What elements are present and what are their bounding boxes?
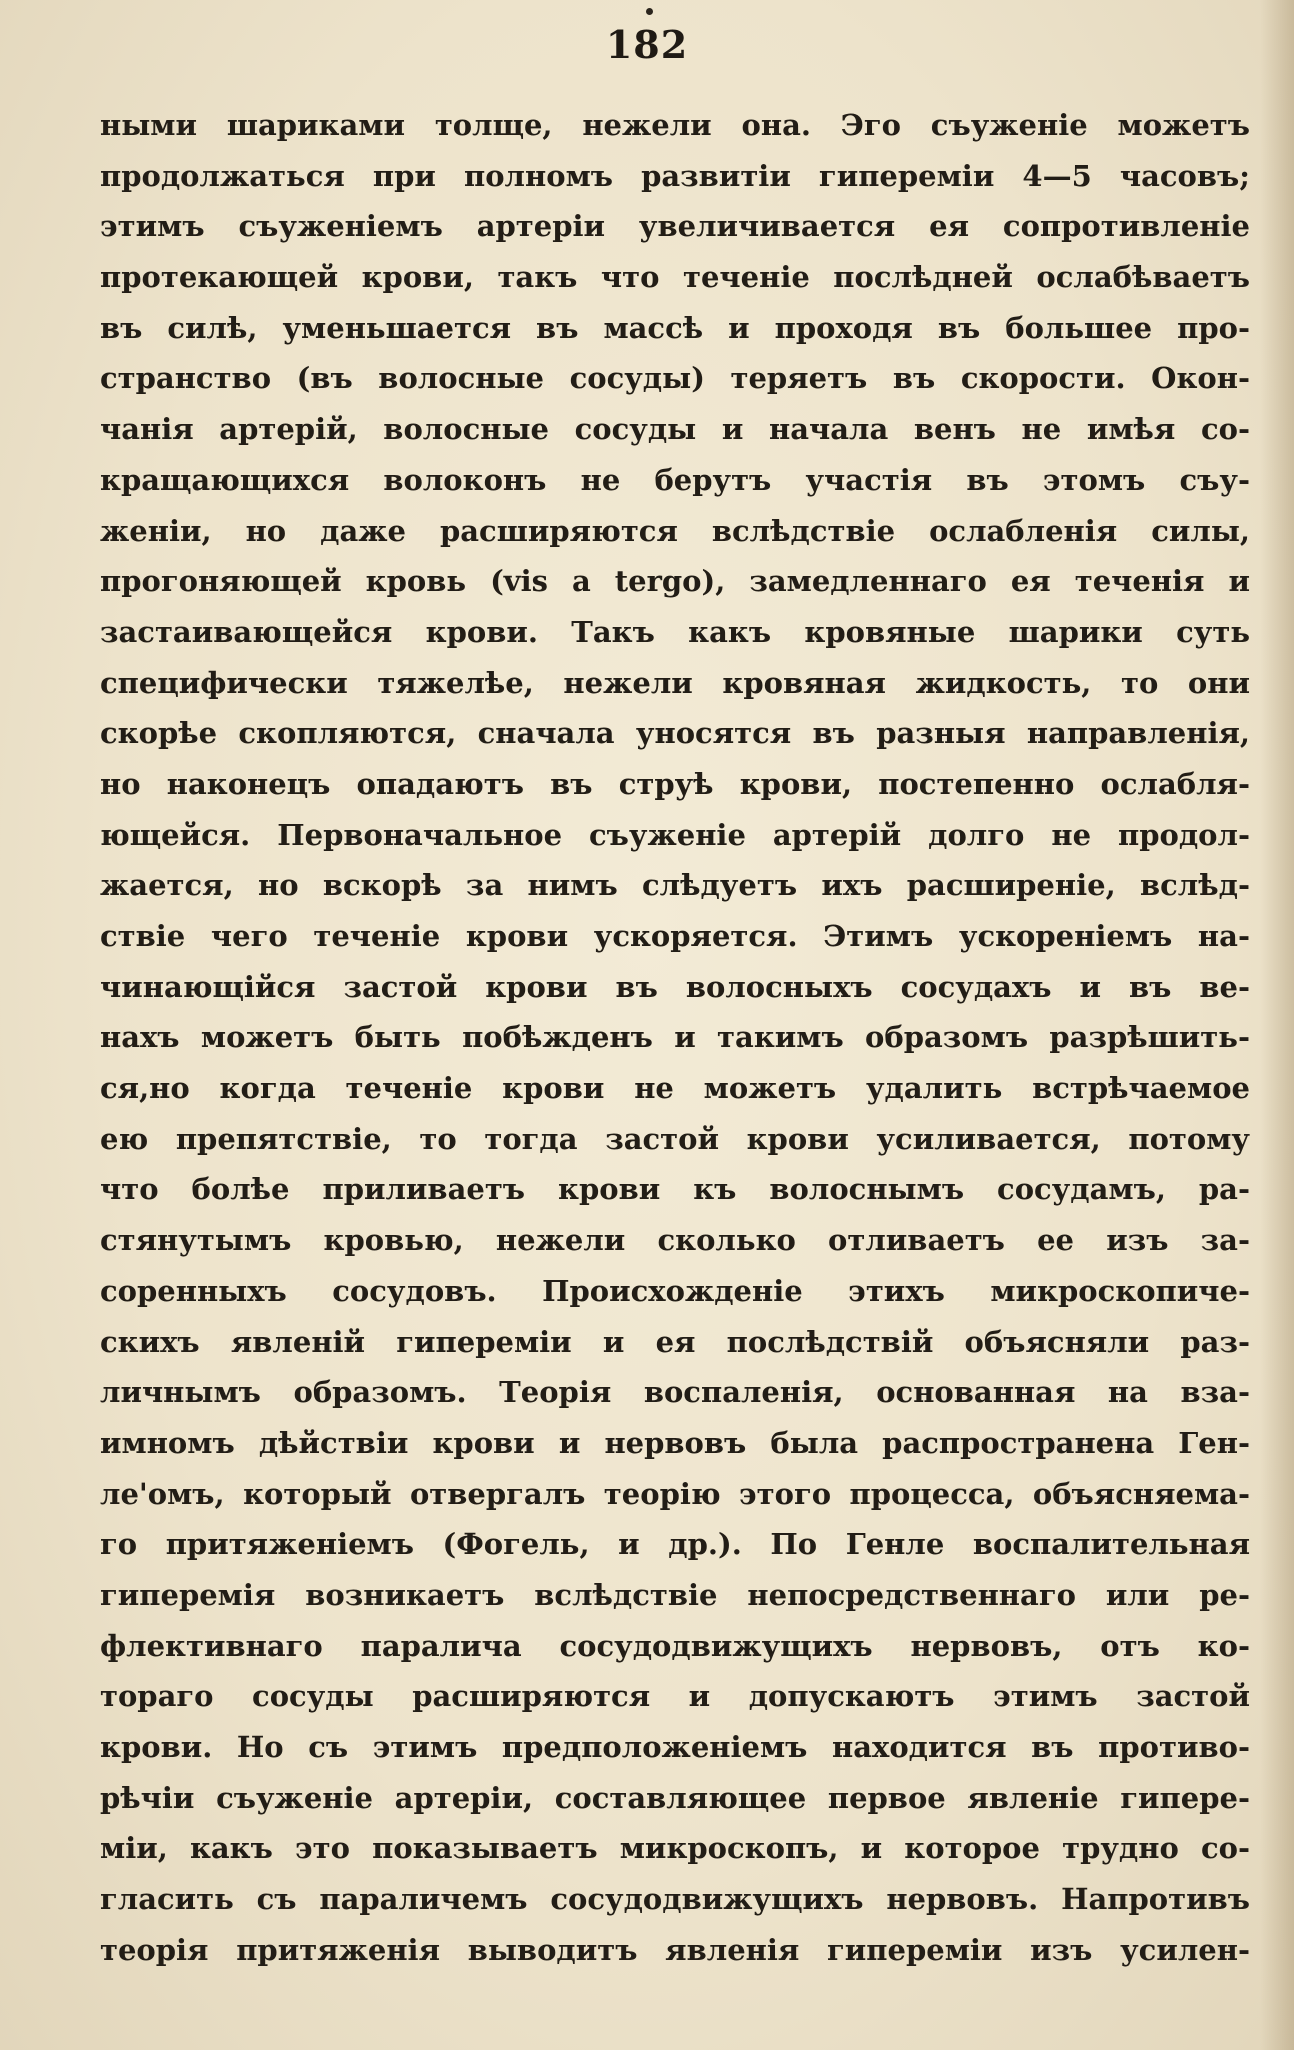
text-line: женіи, но даже расширяются вслѣдствіе ослабленія силы, — [100, 513, 1250, 548]
text-line: теорія притяженія выводитъ явленія гипереміи изъ усилен- — [100, 1932, 1250, 1967]
text-line: странство (въ волосные сосуды) теряетъ въ скорости. Окон- — [100, 361, 1250, 396]
text-line: гласить съ параличемъ сосудодвижущихъ нервовъ. Напротивъ — [100, 1882, 1250, 1917]
text-line: продолжаться при полномъ развитіи гипереміи 4—5 часовъ; — [100, 158, 1250, 193]
text-line: ею препятствіе, то тогда застой крови усиливается, потому — [100, 1121, 1250, 1156]
text-line: ющейся. Первоначальное съуженіе артерій долго не продол- — [100, 817, 1250, 852]
text-line: жается, но вскорѣ за нимъ слѣдуетъ ихъ расширеніе, вслѣд- — [100, 868, 1250, 903]
text-line: кращающихся волоконъ не берутъ участія въ этомъ съу- — [100, 462, 1250, 497]
text-line: специфически тяжелѣе, нежели кровяная жидкость, то они — [100, 665, 1250, 700]
text-line: стянутымъ кровью, нежели сколько отливаетъ ее изъ за- — [100, 1223, 1250, 1258]
text-line: что болѣе приливаетъ крови къ волоснымъ сосудамъ, ра- — [100, 1172, 1250, 1207]
ink-dot-mark — [646, 8, 653, 15]
text-line: крови. Но съ этимъ предположеніемъ находится въ противо- — [100, 1730, 1250, 1764]
text-line: этимъ съуженіемъ артеріи увеличивается ея сопротивленіе — [100, 209, 1250, 244]
text-line: но наконецъ опадаютъ въ струѣ крови, постепенно ослабля- — [100, 766, 1250, 801]
text-line: ле'омъ, который отвергалъ теорію этого процесса, объясняема- — [100, 1476, 1250, 1511]
text-line: флективнаго паралича сосудодвижущихъ нервовъ, отъ ко- — [100, 1628, 1250, 1663]
text-line: чанія артерій, волосные сосуды и начала венъ не имѣя со- — [100, 412, 1250, 447]
page-edge-shadow — [1260, 0, 1294, 2050]
page-number: 182 — [605, 22, 689, 67]
body-text — [100, 100, 1250, 1975]
text-line: прогоняющей кровь (vis a tergo), замедленнаго ея теченія и — [100, 564, 1250, 599]
text-line: рѣчіи съуженіе артеріи, составляющее первое явленіе гипере- — [100, 1780, 1250, 1815]
text-line: скорѣе скопляются, сначала уносятся въ разныя направленія, — [100, 716, 1250, 751]
text-line: скихъ явленій гипереміи и ея послѣдствій объясняли раз- — [100, 1324, 1250, 1359]
text-line: гиперемія возникаетъ вслѣдствіе непосредственнаго или ре- — [100, 1577, 1250, 1612]
text-line: застаивающейся крови. Такъ какъ кровяные шарики суть — [100, 614, 1250, 649]
text-line: личнымъ образомъ. Теорія воспаленія, основанная на вза- — [100, 1375, 1250, 1410]
text-line: ными шариками толще, нежели она. Эго съуженіе можетъ — [100, 108, 1250, 142]
text-line: го притяженіемъ (Фогель, и др.). По Генле воспалительная — [100, 1527, 1250, 1562]
text-line: протекающей крови, такъ что теченіе послѣдней ослабѣваетъ — [100, 260, 1250, 295]
text-line: ствіе чего теченіе крови ускоряется. Этимъ ускореніемъ на- — [100, 919, 1250, 953]
text-line: чинающійся застой крови въ волосныхъ сосудахъ и въ ве- — [100, 969, 1250, 1004]
text-line: нахъ можетъ быть побѣжденъ и такимъ образомъ разрѣшить- — [100, 1020, 1250, 1055]
text-line: ся,но когда теченіе крови не можетъ удалить встрѣчаемое — [100, 1071, 1250, 1106]
text-line: соренныхъ сосудовъ. Происхожденіе этихъ микроскопиче- — [100, 1273, 1250, 1308]
text-line: міи, какъ это показываетъ микроскопъ, и которое трудно со- — [100, 1831, 1250, 1866]
text-line: тораго сосуды расширяются и допускаютъ этимъ застой — [100, 1679, 1250, 1714]
text-line: имномъ дѣйствіи крови и нервовъ была распространена Ген- — [100, 1425, 1250, 1460]
text-line: въ силѣ, уменьшается въ массѣ и проходя въ большее про- — [100, 310, 1250, 345]
